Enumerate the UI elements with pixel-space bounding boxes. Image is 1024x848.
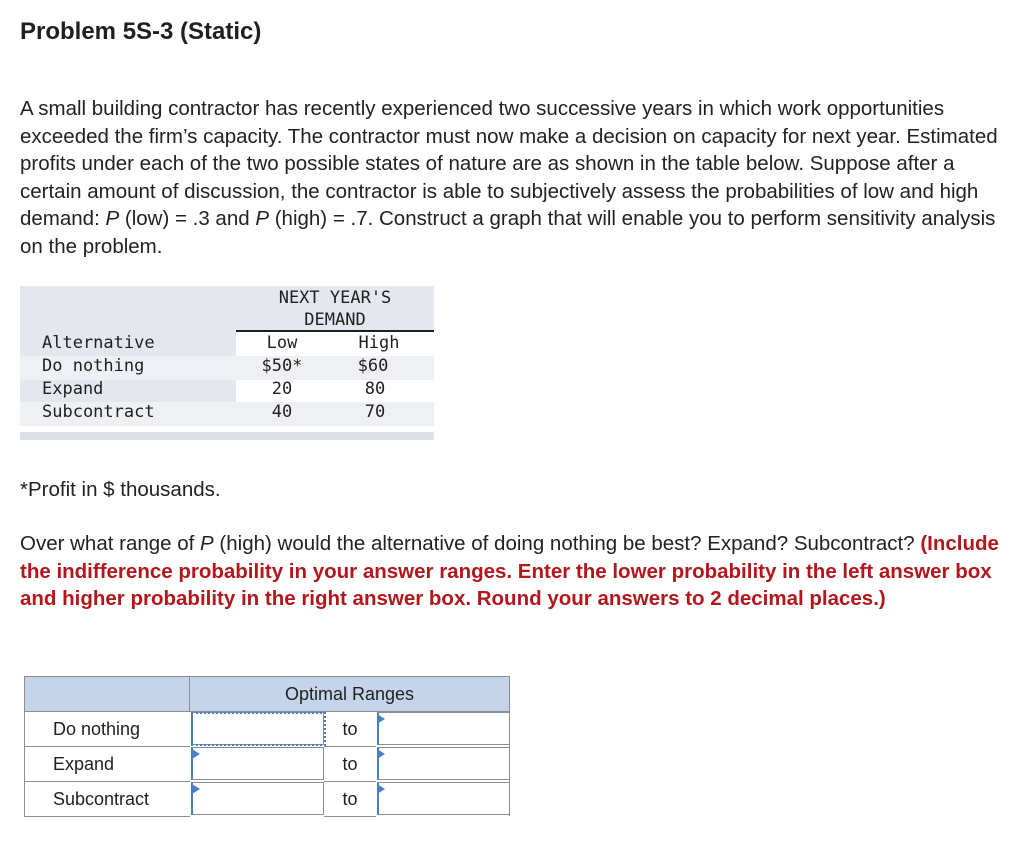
input-marker-icon (192, 749, 200, 759)
col-low: Low (266, 333, 298, 353)
demand-header-line1: NEXT YEAR'S (278, 288, 392, 308)
row-label-subcontract: Subcontract (24, 782, 190, 817)
expand-upper-input[interactable] (377, 747, 510, 780)
question-text-part: Over what range of (20, 532, 201, 555)
footnote: *Profit in $ thousands. (20, 478, 221, 501)
input-marker-icon (192, 784, 200, 794)
problem-text-part: (low) = .3 and (119, 207, 256, 230)
input-marker-icon (377, 749, 385, 759)
answer-table (24, 676, 510, 816)
input-marker-icon (377, 714, 385, 724)
demand-header-line2: DEMAND (304, 310, 366, 330)
table-bottom-bar (20, 432, 434, 440)
row-alt: Expand (42, 379, 104, 399)
problem-text-part: (high) = .7. Construct a graph that will enable you to perform sensitivity analysis on the problem. (20, 207, 996, 258)
to-label: to (324, 782, 376, 817)
to-label: to (324, 712, 376, 747)
row-high: $60 (357, 356, 389, 376)
col-high: High (358, 333, 400, 353)
p-symbol: P (255, 207, 270, 230)
to-label: to (324, 747, 376, 782)
row-low: 20 (271, 379, 293, 399)
col-alternative: Alternative (42, 333, 155, 353)
input-marker-icon (377, 784, 385, 794)
row-low: 40 (271, 402, 293, 422)
answer-header-blank (24, 676, 190, 712)
row-high: 80 (364, 379, 386, 399)
row-label-expand: Expand (24, 747, 190, 782)
problem-text-part: A small building contractor has recently experienced two successive years in which work opportunities exceeded the firm’s capacity. The contractor must now make a decision on capacity for next year. Estimated profits under each of the two possible states of nature are as shown in the table below. Suppose after a certain amount of discussion, the contractor is able to subjectively assess the probabilities of low and high demand: (20, 97, 998, 230)
row-alt: Do nothing (42, 356, 145, 376)
row-high: 70 (364, 402, 386, 422)
row-label-do-nothing: Do nothing (24, 712, 190, 747)
subcontract-lower-input[interactable] (191, 782, 324, 815)
question-text-part: (high) would the alternative of doing nothing be best? Expand? Subcontract? (213, 532, 921, 555)
subcontract-upper-input[interactable] (377, 782, 510, 815)
focus-outline (191, 712, 326, 746)
answer-header: Optimal Ranges (190, 676, 510, 712)
problem-statement (20, 95, 1000, 260)
p-symbol: P (105, 207, 120, 230)
row-low: $50* (261, 356, 303, 376)
expand-lower-input[interactable] (191, 747, 324, 780)
demand-table (20, 286, 434, 440)
row-alt: Subcontract (42, 402, 155, 422)
do-nothing-upper-input[interactable] (377, 712, 510, 745)
problem-title: Problem 5S-3 (Static) (20, 18, 262, 45)
header-rule (236, 330, 434, 332)
p-symbol: P (200, 532, 214, 555)
question-text (20, 530, 1000, 613)
instructions: (Include the indifference probability in your answer ranges. Enter the lower probability in the left answer box and higher probability in the right answer box. Round your answers to 2 decimal places.) (20, 532, 999, 610)
